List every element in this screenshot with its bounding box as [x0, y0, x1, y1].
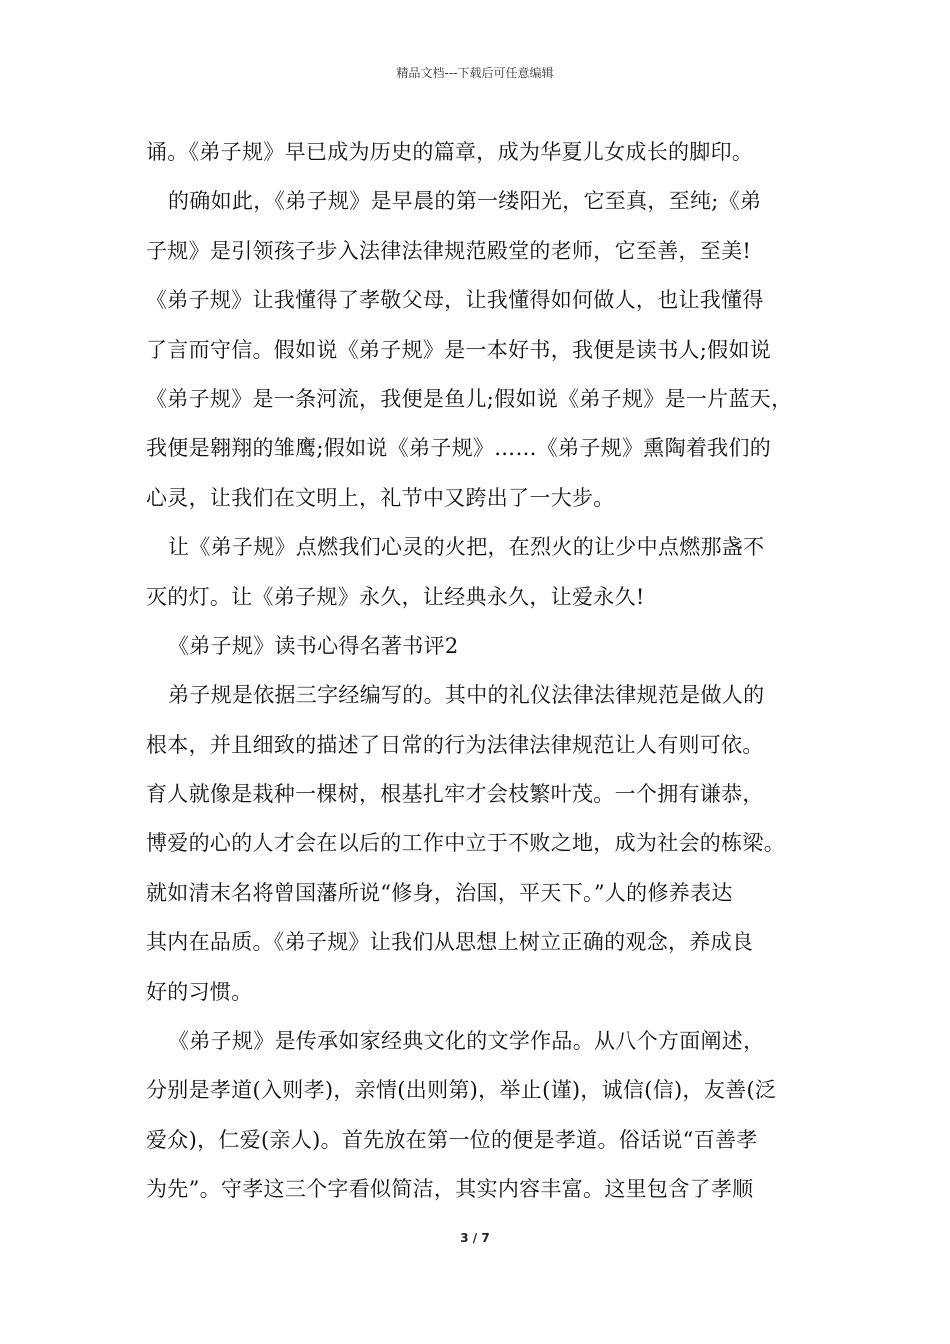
text-line: 其内在品质。《弟子规》让我们从思想上树立正确的观念，养成良 — [146, 930, 754, 955]
section-heading: 《弟子规》读书心得名著书评2 — [168, 633, 459, 658]
text-line: 诵。《弟子规》早已成为历史的篇章，成为华夏儿女成长的脚印。 — [146, 140, 754, 164]
text-line: 爱众)，仁爱(亲人)。首先放在第一位的便是孝道。俗话说“百善孝 — [146, 1127, 758, 1152]
text-line: 弟子规是依据三字经编写的。其中的礼仪法律法律规范是做人的 — [168, 683, 765, 708]
text-line: 灭的灯。让《弟子规》永久，让经典永久，让爱永久! — [146, 584, 645, 609]
text-line: 我便是翱翔的雏鹰;假如说《弟子规》……《弟子规》熏陶着我们的 — [146, 436, 772, 461]
text-line: 让《弟子规》点燃我们心灵的火把，在烈火的让少中点燃那盏不 — [168, 535, 765, 560]
text-line: 《弟子规》让我懂得了孝敬父母，让我懂得如何做人，也让我懂得 — [146, 288, 764, 313]
text-line: 子规》是引领孩子步入法律法律规范殿堂的老师，它至善，至美! — [146, 238, 752, 263]
text-line: 的确如此，《弟子规》是早晨的第一缕阳光，它至真，至纯;《弟 — [168, 189, 762, 214]
text-line: 心灵，让我们在文明上，礼节中又跨出了一大步。 — [146, 485, 615, 510]
text-line: 博爱的心的人才会在以后的工作中立于不败之地，成为社会的栋梁。 — [146, 831, 785, 856]
page-number: 3 / 7 — [460, 1231, 490, 1245]
text-line: 《弟子规》是传承如家经典文化的文学作品。从八个方面阐述， — [168, 1029, 765, 1054]
text-line: 了言而守信。假如说《弟子规》是一本好书，我便是读书人;假如说 — [146, 337, 772, 362]
text-line: 根本，并且细致的描述了日常的行为法律法律规范让人有则可依。 — [146, 732, 764, 757]
text-line: 就如清末名将曾国藩所说“修身，治国，平天下。”人的修养表达 — [146, 880, 733, 905]
document-body — [146, 128, 818, 1215]
text-line: 《弟子规》是一条河流，我便是鱼儿;假如说《弟子规》是一片蓝天， — [146, 386, 793, 411]
page-header: 精品文档---下载后可任意编辑 — [396, 66, 554, 80]
text-line: 为先”。守孝这三个字看似简洁，其实内容丰富。这里包含了孝顺 — [146, 1177, 754, 1202]
text-line: 育人就像是栽种一棵树，根基扎牢才会枝繁叶茂。一个拥有谦恭， — [146, 782, 764, 807]
text-line: 分别是孝道(入则孝)，亲情(出则第)，举止(谨)，诚信(信)，友善(泛 — [146, 1078, 777, 1103]
text-line: 好的习惯。 — [146, 979, 253, 1004]
